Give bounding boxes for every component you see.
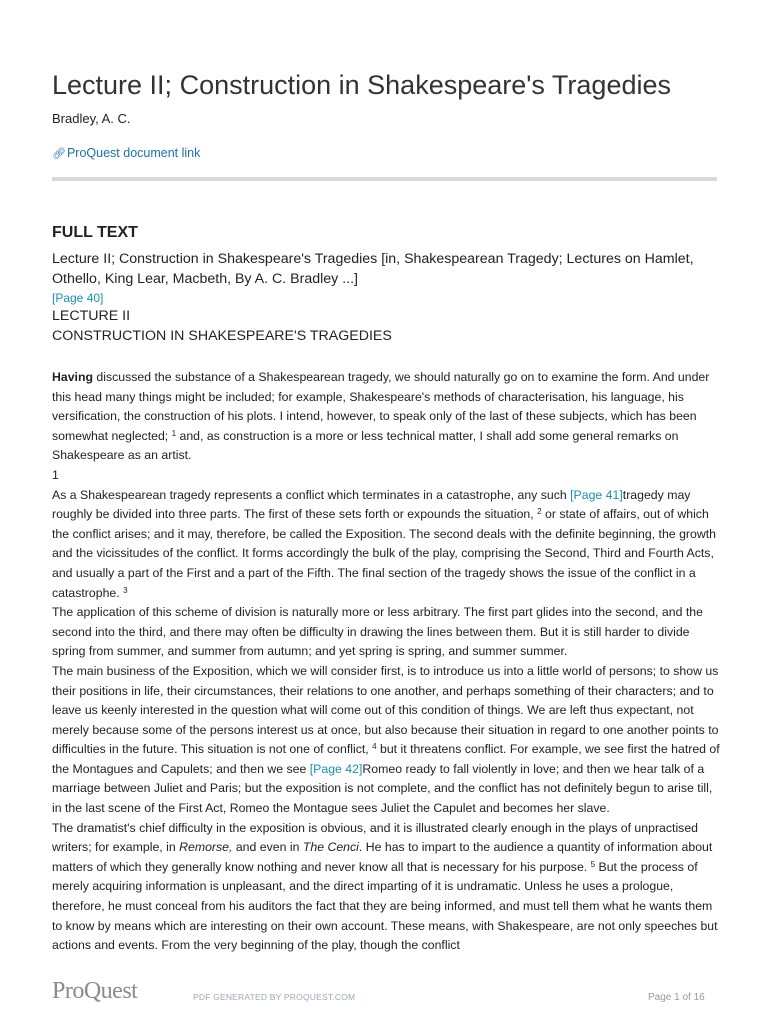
paragraph-2: As a Shakespearean tragedy represents a conflict which terminates in a catastrophe, any such [Page 41]tragedy may roughly be divided into three parts. The first of these sets forth or expounds the situation, $^2$ or state of affairs, out of which the conflict arises; and it may, therefore, be called the Exposition. The second deals with the definite beginning, the growth and the vicissitudes of the conflict. It forms accordingly the bulk of the play, comprising the Second, Third and Fourth Acts, and usually a part of the First and a part of the Fifth. The final section of the tragedy shows the issue of the conflict in a catastrophe. $^3$ — [52, 487, 716, 600]
proquest-document-link[interactable] — [52, 146, 200, 160]
page-marker-42[interactable]: [Page 42] — [309, 761, 363, 776]
title-remorse: Remorse, — [179, 840, 233, 855]
lecture-label: LECTURE II — [52, 308, 131, 324]
full-text-heading: FULL TEXT — [52, 224, 138, 241]
paragraph-4: The main business of the Exposition, which we will consider first, is to introduce us into a little world of persons; to show us their positions in life, their circumstances, their relations to one another, and perhaps something of their characters; and to leave us keenly interested in the question what will come out of this condition of things. We are left thus expectant, not merely because some of the persons interest us at once, but also because their situation in regard to one another points to difficulties in the future. This situation is not one of conflict, $^4$ but it threatens conflict. For example, we see first the hatred of the Montagues and Capulets; and then we see [Page 42]Romeo ready to fall violently in love; and then we hear talk of a marriage between Juliet and Paris; but the exposition is not complete, and the conflict has not definitely begun to arise till, in the last scene of the First Act, Romeo the Montague sees Juliet the Capulet and becomes her slave. — [52, 663, 720, 816]
page-marker-41[interactable]: [Page 41] — [570, 487, 623, 502]
footnote-ref-5[interactable]: 5 — [590, 859, 596, 869]
footnote-ref-4[interactable]: 4 — [372, 742, 377, 752]
document-title: Lecture II; Construction in Shakespeare's Tragedies — [52, 70, 671, 100]
title-the-cenci: The Cenci — [302, 840, 359, 855]
divider — [52, 177, 717, 181]
paragraph-1: Having discussed the substance of a Shakespearean tragedy, we should naturally go on to examine the form. And under this head many things might be included; for example, Shakespeare's methods of characterisation, his language, his versification, the construction of his plots. I intend, however, to speak only of the last of these subjects, which has been somewhat neglected; $^1$ and, as construction is a more or less technical matter, I shall add some general remarks on Shakespeare as an artist. — [52, 370, 710, 463]
link-icon: 🔗︎ — [52, 148, 66, 160]
page-indicator: Page 1 of 16 — [648, 992, 705, 1003]
footnote-ref-3[interactable]: 3 — [123, 585, 128, 595]
document-link-label: ProQuest document link — [66, 146, 201, 160]
generated-by-label: PDF GENERATED BY PROQUEST.COM — [193, 992, 356, 1002]
paragraph-5: The dramatist's chief difficulty in the exposition is obvious, and it is illustrated clearly enough in the plays of unpractised writers; for example, in Remorse, and even in The Cenci. He has to impart to the audience a quantity of information about matters of which they generally know nothing and never know all that is necessary for his purpose. $^5$ But the process of merely acquiring information is unpleasant, and the direct imparting of it is undramatic. Unless he uses a prologue, therefore, he must conceal from his auditors the fact that they are being informed, and must tell them what he wants them to know by means which are interesting on their own account. These means, with Shakespeare, are not only speeches but actions and events. From the very beginning of the play, though the conflict — [52, 820, 718, 953]
paragraph-3: The application of this scheme of division is naturally more or less arbitrary. The first part glides into the second, and the second into the third, and there may often be difficulty in drawing the lines between them. But it is still harder to divide spring from summer, and summer from autumn; and yet spring is spring, and summer summer. — [52, 605, 703, 659]
document-author: Bradley, A. C. — [52, 111, 131, 126]
lecture-title: CONSTRUCTION IN SHAKESPEARE'S TRAGEDIES — [52, 328, 392, 344]
body-text — [52, 368, 720, 956]
document-heading: Lecture II; Construction in Shakespeare's Tragedies [in, Shakespearean Tragedy; Lectures on Hamlet, Othello, King Lear, Macbeth, By A. C. Bradley ...] — [52, 251, 694, 287]
footnote-ref-1[interactable]: 1 — [171, 428, 177, 438]
footnote-ref-2[interactable]: 2 — [537, 507, 542, 517]
proquest-logo: ProQuest — [52, 978, 138, 1004]
section-number: 1 — [52, 467, 59, 482]
page-marker-40[interactable]: [Page 40] — [52, 291, 104, 305]
lead-word: Having — [52, 370, 93, 384]
